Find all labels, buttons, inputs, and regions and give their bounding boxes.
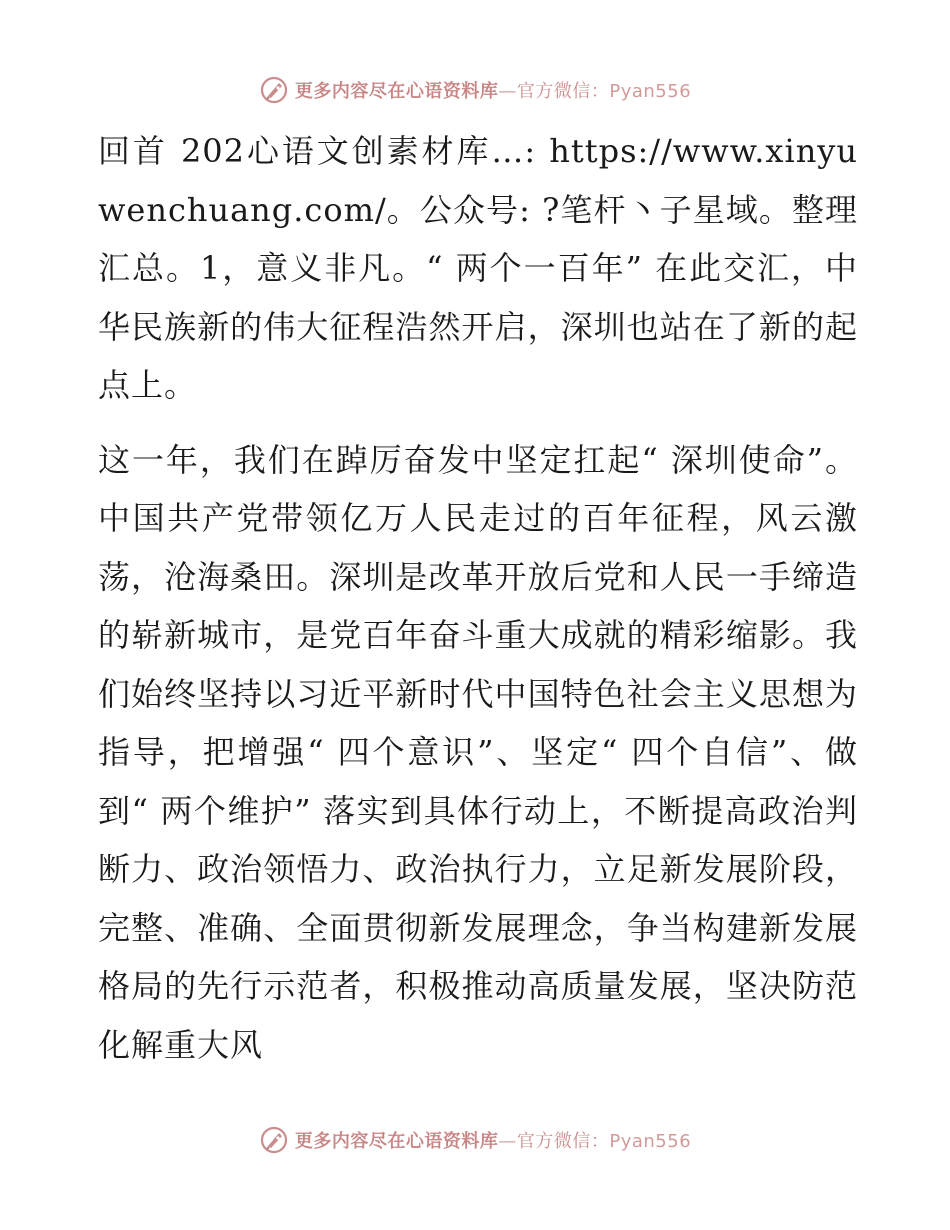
footer-handle: Pyan556 — [609, 1131, 692, 1152]
paragraph-2: 这一年，我们在踔厉奋发中坚定扛起“ 深圳使命”。中国共产党带领亿万人民走过的百年征程，风云激荡，沧海桑田。深圳是改革开放后党和人民一手缔造的崭新城市，是党百年奋斗重大成就的精彩缩影。我们始终坚持以习近平新时代中国特色社会主义思想为指导，把增强“ 四个意识”、坚定“ 四个自信”、做到“ 两个维护” 落实到具体行动上，不断提高政治判断力、政治领悟力、政治执行力，立足新发展阶段，完整、准确、全面贯彻新发展理念，争当构建新发展格局的先行示范者，积极推动高质量发展，坚决防范化解重大风 — [98, 440, 858, 1064]
footer-watermark-text — [295, 1127, 691, 1153]
header-watermark — [0, 70, 950, 110]
header-watermark-text — [295, 77, 691, 103]
footer-watermark — [0, 1120, 950, 1160]
footer-contact: 官方微信： — [516, 1131, 610, 1152]
footer-separator: — — [498, 1131, 517, 1152]
header-separator: — — [498, 81, 517, 102]
pen-nib-icon — [259, 1125, 289, 1155]
header-contact: 官方微信： — [516, 81, 610, 102]
footer-brand-prefix: 更多内容尽在心语资料库 — [294, 1131, 499, 1152]
pen-nib-icon — [259, 75, 289, 105]
document-body — [98, 122, 858, 1074]
header-handle: Pyan556 — [609, 81, 692, 102]
header-brand-prefix: 更多内容尽在心语资料库 — [294, 81, 499, 102]
paragraph-1: 回首 202心语文创素材库…: https://www.xinyuwenchuang.com/。公众号: ?笔杆丶子星域。整理汇总。1，意义非凡。“ 两个一百年” 在此交汇，中华民族新的伟大征程浩然开启，深圳也站在了新的起点上。 — [98, 132, 858, 404]
